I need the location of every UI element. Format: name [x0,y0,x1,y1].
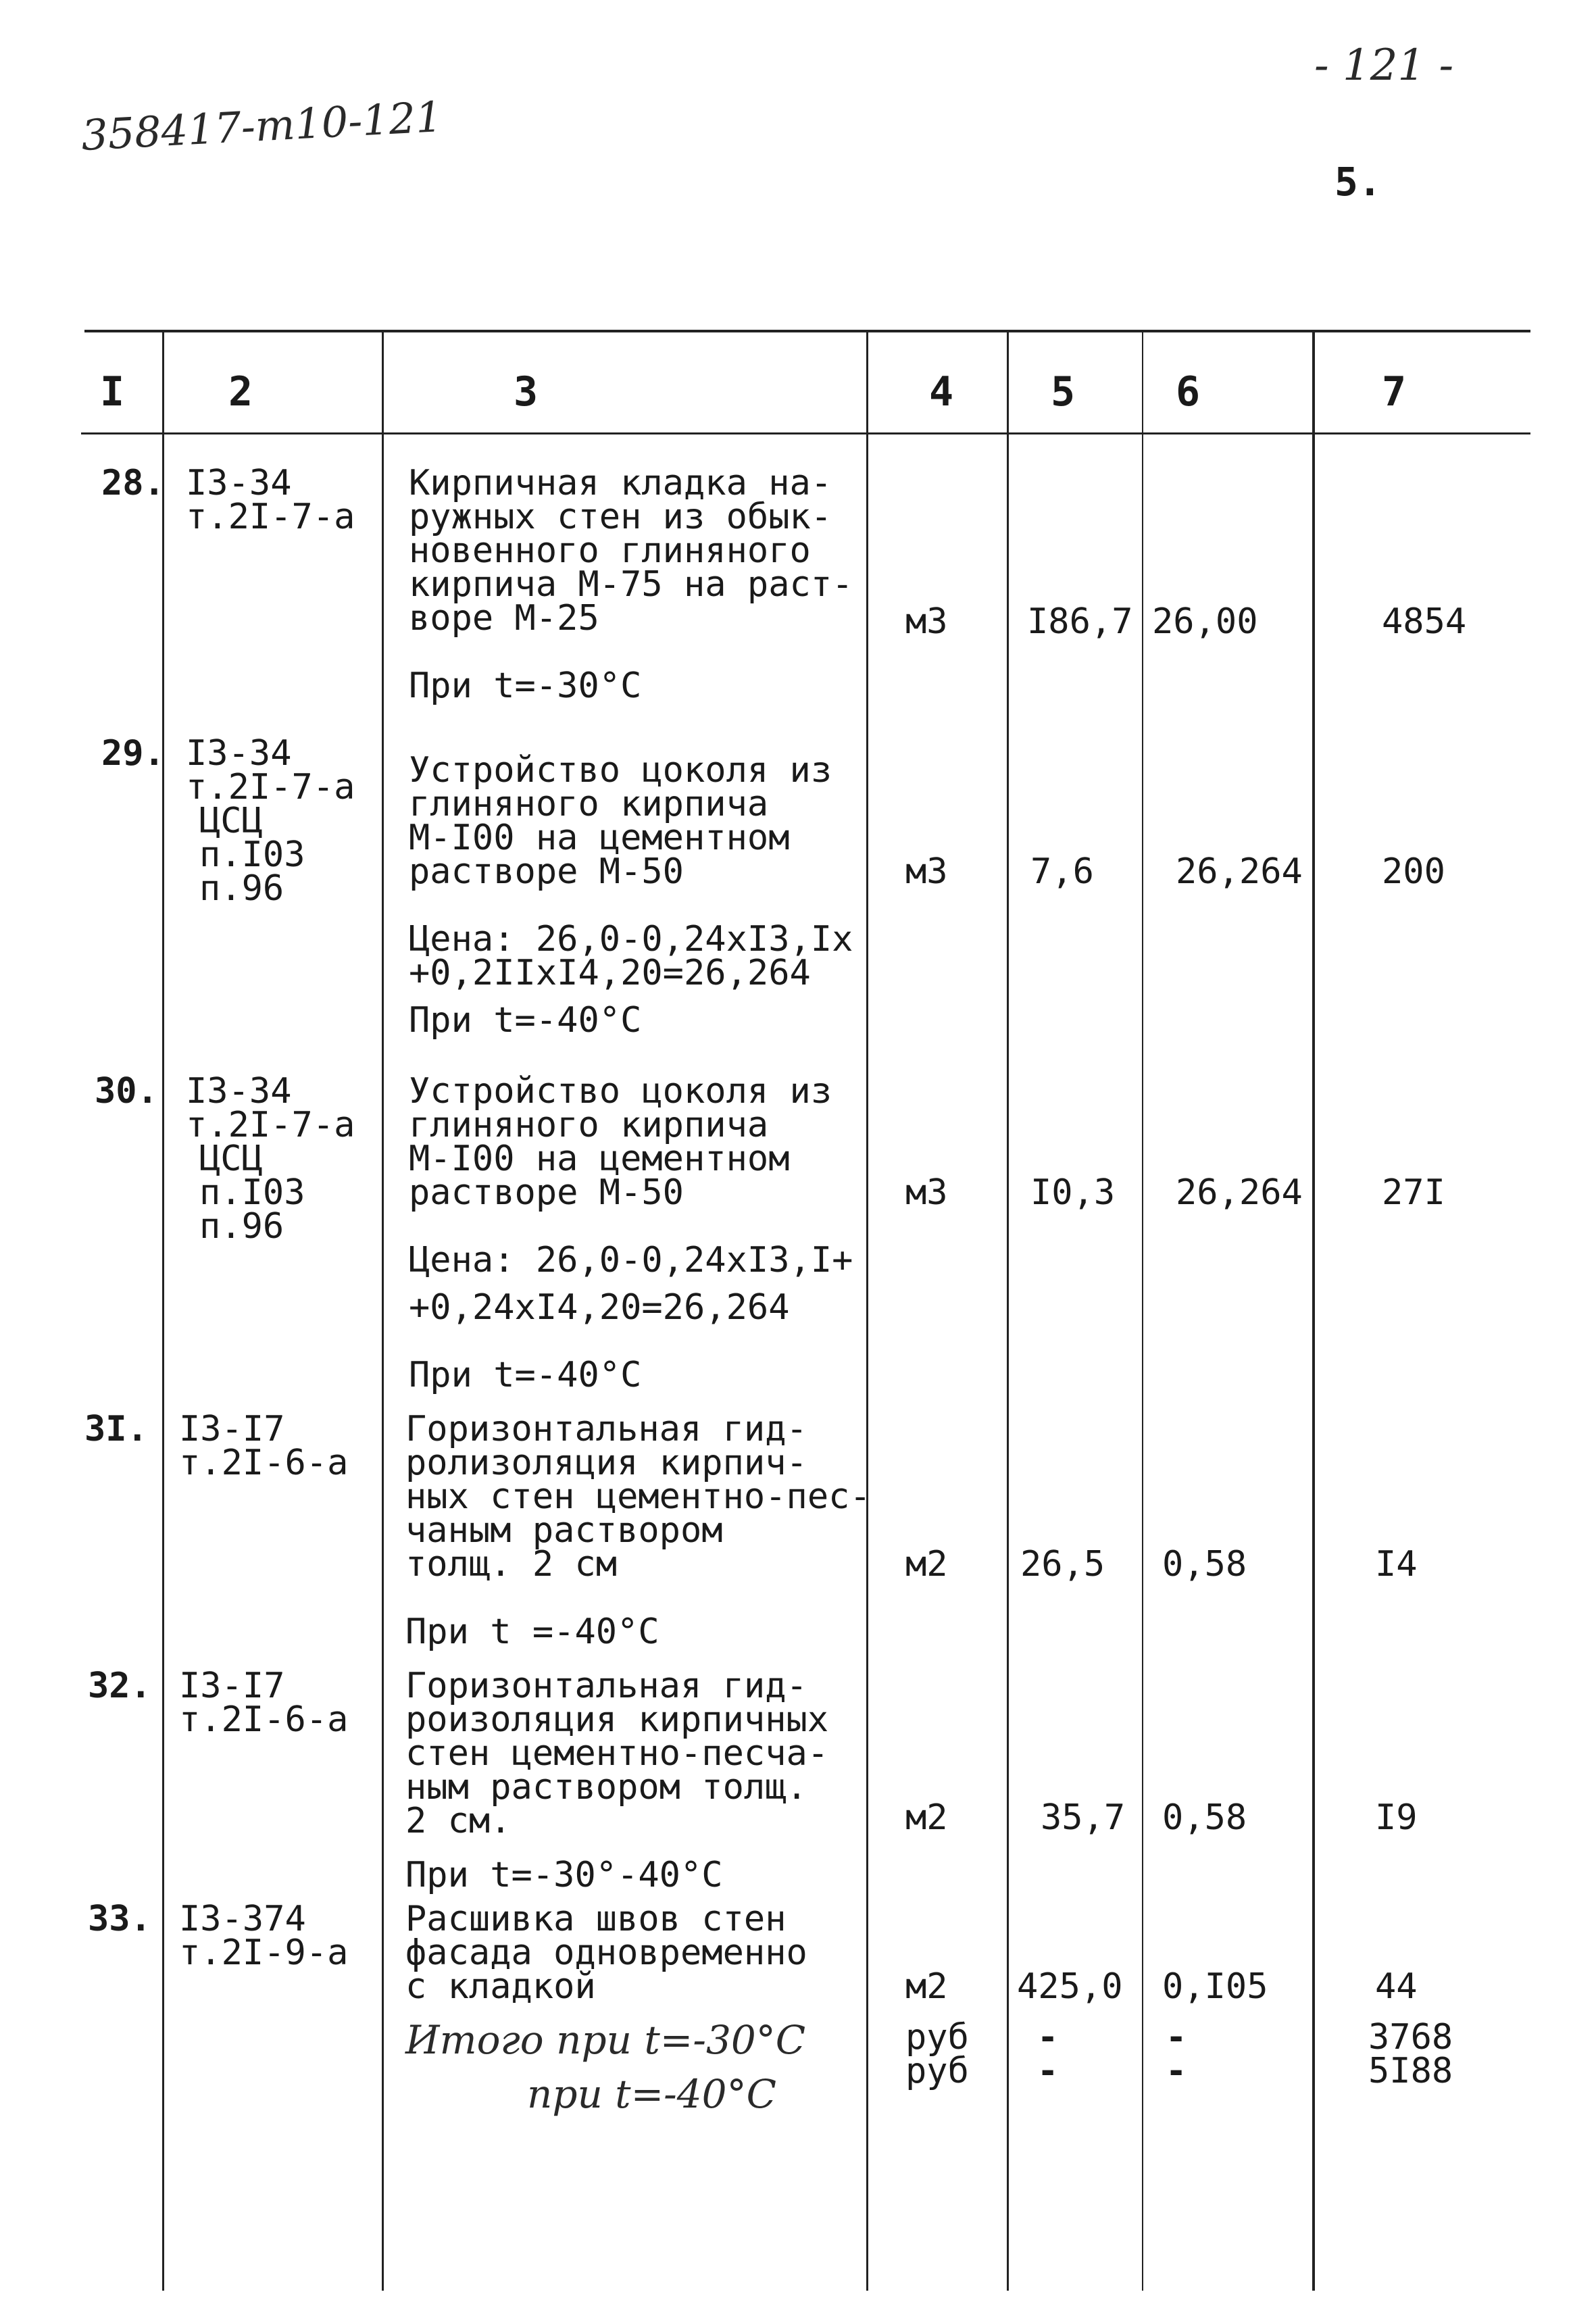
column-header-5: 5 [1051,368,1076,416]
row-number: 33. [88,1899,151,1939]
page-mark: - 121 - [1314,41,1454,91]
column-header-1: I [100,368,125,416]
row-desc-3: М-I00 на цементном [409,1139,790,1179]
row-qty: I0,3 [1030,1172,1116,1213]
row-desc-2: глиняного кирпича [409,1105,769,1145]
row-ref-5: п.96 [199,868,284,909]
row-price: 0,58 [1162,1797,1247,1838]
column-divider-2 [382,331,384,2291]
row-ref-1: I3-34 [186,1071,292,1112]
row-qty: 35,7 [1041,1797,1126,1838]
row-note-2: +0,24хI4,20=26,264 [409,1287,790,1328]
row-desc-2: роизоляция кирпичных [405,1699,829,1740]
totals-price-2: - [1166,2051,1187,2091]
row-ref-1: I3-374 [179,1899,306,1939]
row-ref-1: I3-I7 [179,1409,285,1449]
row-desc-4: растворе М-50 [409,851,684,892]
row-ref-3: ЦСЦ [199,1139,263,1179]
row-ref-2: т.2I-6-а [179,1699,349,1740]
totals-unit-1: руб [905,2017,969,2058]
row-unit: м2 [905,1544,948,1585]
row-desc-5: воре М-25 [409,598,599,639]
row-number: 30. [95,1071,158,1112]
totals-price-1: - [1166,2017,1187,2058]
row-desc-1: Кирпичная кладка на- [409,463,832,503]
column-divider-6 [1312,331,1315,2291]
row-ref-2: т.2I-9-а [179,1933,349,1973]
row-unit: м2 [905,1797,948,1838]
row-desc-3: с кладкой [405,1966,596,2007]
row-desc-4: чаным раствором [405,1510,723,1551]
row-qty: 7,6 [1030,851,1094,892]
row-qty: I86,7 [1027,601,1133,642]
row-unit: м3 [905,1172,948,1213]
column-header-7: 7 [1382,368,1407,416]
totals-total-1: 3768 [1368,2017,1453,2058]
section-number: 5. [1335,159,1382,205]
row-desc-1: Расшивка швов стен [405,1899,787,1939]
totals-qty-1: - [1037,2017,1059,2058]
row-ref-1: I3-34 [186,463,292,503]
row-unit: м2 [905,1966,948,2007]
row-ref-1: I3-I7 [179,1666,285,1706]
row-desc-3: ных стен цементно-пес- [405,1476,871,1517]
totals-qty-2: - [1037,2051,1059,2091]
row-ref-5: п.96 [199,1206,284,1247]
column-header-4: 4 [929,368,954,416]
row-number: 29. [101,733,165,774]
row-price: 26,264 [1176,851,1303,892]
row-ref-3: ЦСЦ [199,801,263,841]
row-desc-2: глиняного кирпича [409,784,769,824]
row-desc-4: кирпича М-75 на раст- [409,564,853,605]
row-price: 0,58 [1162,1544,1247,1585]
row-ref-1: I3-34 [186,733,292,774]
row-total: 4854 [1382,601,1467,642]
row-desc-3: М-I00 на цементном [409,818,790,858]
row-note-3: При t=-40°С [409,1000,642,1041]
row-note-2: +0,2IIхI4,20=26,264 [409,953,811,993]
row-total: 44 [1375,1966,1418,2007]
row-note-1: При t=-30°С [409,666,642,706]
totals-unit-2: руб [905,2051,969,2091]
row-desc-4: ным раствором толщ. [405,1767,807,1808]
row-desc-5: 2 см. [405,1801,512,1841]
row-price: 26,264 [1176,1172,1303,1213]
column-divider-4 [1007,331,1009,2291]
row-note-1: Цена: 26,0-0,24хI3,Iх [409,919,853,960]
row-price: 26,00 [1152,601,1258,642]
row-qty: 26,5 [1020,1544,1105,1585]
row-number: 3I. [84,1409,148,1449]
row-ref-4: п.I03 [199,1172,305,1213]
row-total: 200 [1382,851,1445,892]
document-code: 358417-т10-121 [80,92,444,160]
totals-label-2: при t=-40°С [527,2071,776,2117]
totals-label-1: Итого при t=-30°С [405,2017,806,2063]
row-ref-2: т.2I-7-а [186,497,355,537]
row-total: I9 [1375,1797,1418,1838]
column-header-3: 3 [514,368,539,416]
row-desc-3: стен цементно-песча- [405,1733,829,1774]
row-price: 0,I05 [1162,1966,1268,2007]
row-unit: м3 [905,851,948,892]
column-divider-5 [1142,331,1143,2291]
row-desc-1: Устройство цоколя из [409,1071,832,1112]
row-qty: 425,0 [1017,1966,1123,2007]
totals-total-2: 5I88 [1368,2051,1453,2091]
row-desc-3: новенного глиняного [409,530,811,571]
row-note-3: При t=-40°С [409,1355,642,1395]
row-total: I4 [1375,1544,1418,1585]
column-divider-1 [162,331,164,2291]
row-total: 27I [1382,1172,1445,1213]
column-header-6: 6 [1176,368,1201,416]
row-desc-2: ружных стен из обык- [409,497,832,537]
row-unit: м3 [905,601,948,642]
row-ref-2: т.2I-6-а [179,1443,349,1483]
row-note-1: При t =-40°С [405,1612,659,1652]
row-number: 32. [88,1666,151,1706]
column-divider-3 [866,331,868,2291]
row-ref-4: п.I03 [199,835,305,875]
row-note-1: Цена: 26,0-0,24хI3,I+ [409,1240,853,1280]
row-desc-1: Горизонтальная гид- [405,1409,807,1449]
row-desc-2: ролизоляция кирпич- [405,1443,807,1483]
row-desc-5: толщ. 2 см [405,1544,618,1585]
row-desc-1: Горизонтальная гид- [405,1666,807,1706]
row-note-1: При t=-30°-40°С [405,1855,723,1895]
column-header-2: 2 [228,368,253,416]
row-number: 28. [101,463,165,503]
row-ref-2: т.2I-7-а [186,1105,355,1145]
row-desc-1: Устройство цоколя из [409,750,832,791]
row-desc-2: фасада одновременно [405,1933,807,1973]
row-desc-4: растворе М-50 [409,1172,684,1213]
row-ref-2: т.2I-7-а [186,767,355,807]
